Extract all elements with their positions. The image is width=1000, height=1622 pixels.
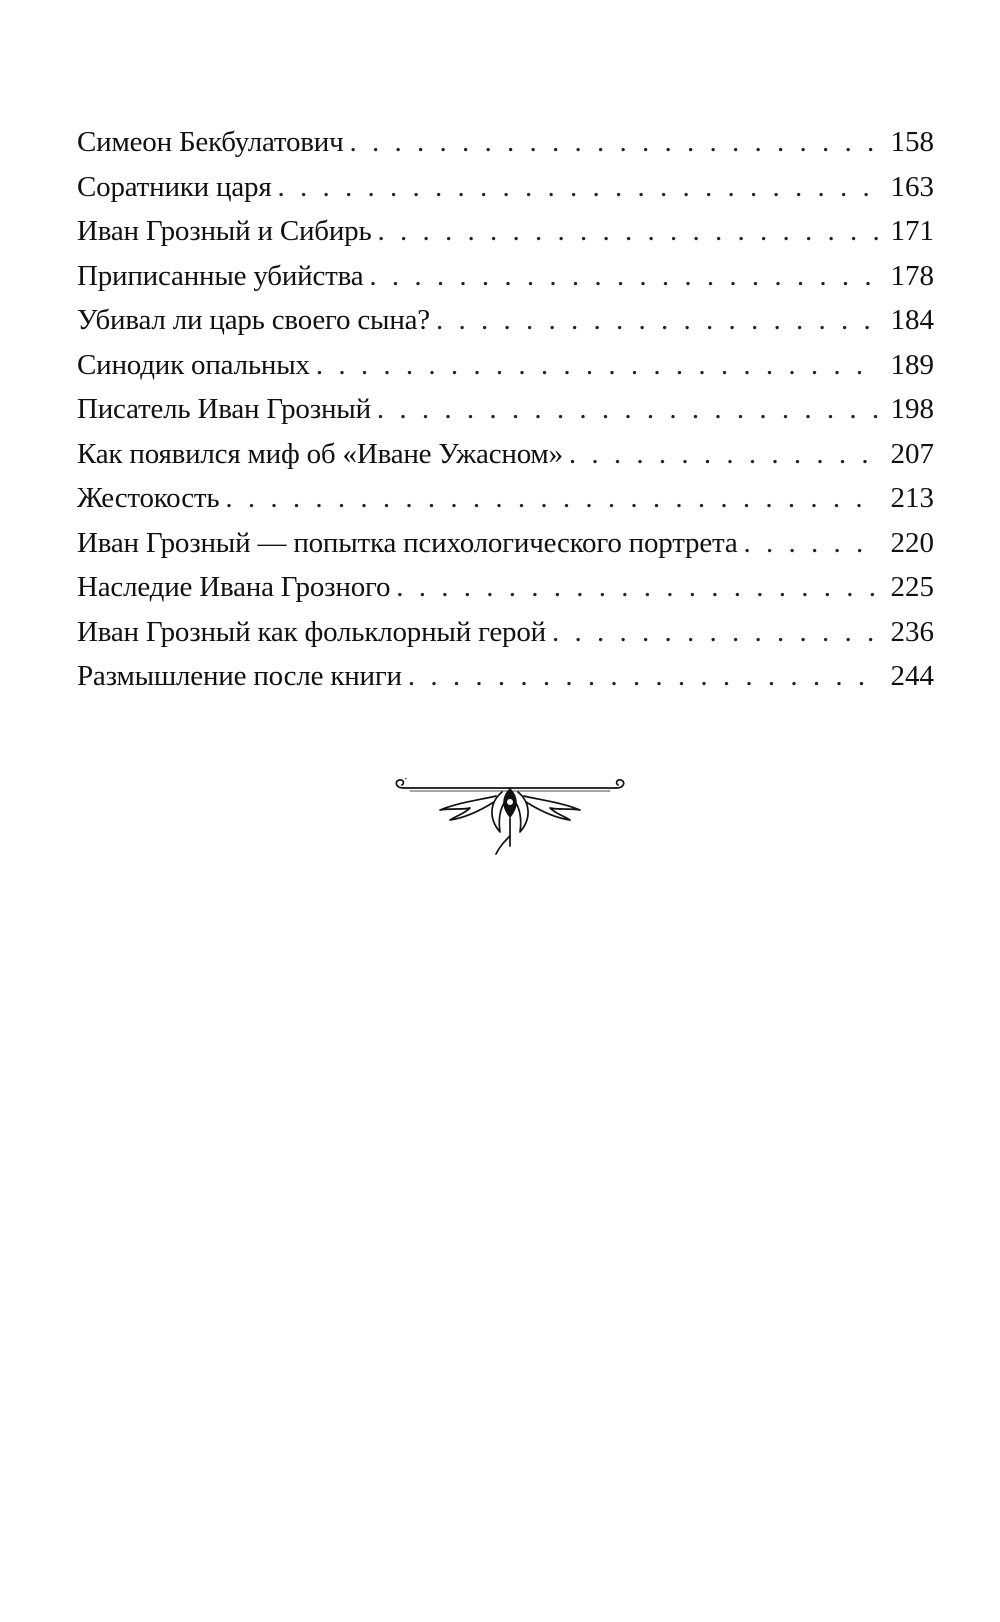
dot-leader — [350, 120, 878, 165]
dot-leader — [378, 209, 879, 254]
toc-entry-title: Как появился миф об «Иване Ужасном» — [77, 437, 563, 470]
toc-entry[interactable] — [77, 209, 934, 254]
dot-leader — [316, 343, 878, 388]
table-of-contents — [77, 120, 934, 699]
dot-leader — [744, 521, 878, 566]
toc-entry[interactable] — [77, 387, 934, 432]
toc-entry[interactable] — [77, 298, 934, 343]
toc-entry[interactable] — [77, 343, 934, 388]
toc-entry-page: 244 — [890, 660, 934, 692]
toc-entry[interactable] — [77, 476, 934, 521]
toc-entry[interactable] — [77, 254, 934, 299]
toc-entry[interactable] — [77, 565, 934, 610]
toc-entry-page: 198 — [890, 393, 934, 425]
toc-entry-page: 184 — [890, 304, 934, 336]
toc-entry-page: 207 — [890, 437, 934, 470]
toc-entry-title: Жестокость — [77, 482, 220, 514]
dot-leader — [552, 610, 878, 655]
toc-entry[interactable] — [77, 432, 934, 477]
dot-leader — [436, 298, 878, 343]
toc-entry-title: Соратники царя — [77, 170, 272, 203]
toc-entry[interactable] — [77, 654, 934, 699]
dot-leader — [408, 654, 878, 699]
toc-entry[interactable] — [77, 165, 934, 210]
toc-entry-title: Иван Грозный и Сибирь — [77, 215, 372, 247]
toc-entry[interactable] — [77, 521, 934, 566]
toc-entry-title: Иван Грозный как фольклорный герой — [77, 615, 546, 648]
toc-entry-page: 158 — [890, 126, 934, 158]
toc-entry-page: 171 — [890, 215, 934, 247]
toc-entry[interactable] — [77, 120, 934, 165]
dot-leader — [225, 476, 878, 521]
dot-leader — [569, 432, 878, 477]
dot-leader — [377, 387, 878, 432]
toc-entry-page: 213 — [890, 482, 934, 514]
toc-entry-page: 220 — [890, 526, 934, 559]
toc-entry-page: 236 — [890, 615, 934, 648]
toc-entry-title: Наследие Ивана Грозного — [77, 571, 391, 603]
toc-entry-page: 163 — [890, 170, 934, 203]
toc-entry-page: 225 — [890, 571, 934, 603]
toc-entry-page: 189 — [890, 348, 934, 381]
toc-entry-title: Писатель Иван Грозный — [77, 393, 371, 425]
toc-entry-title: Размышление после книги — [77, 660, 402, 692]
dot-leader — [277, 165, 878, 210]
floral-tailpiece-icon — [390, 778, 630, 858]
toc-entry-title: Синодик опальных — [77, 348, 310, 381]
dot-leader — [396, 565, 878, 610]
toc-entry-title: Симеон Бекбулатович — [77, 126, 344, 158]
toc-entry-title: Убивал ли царь своего сына? — [77, 304, 430, 336]
dot-leader — [369, 254, 878, 299]
toc-entry-title: Иван Грозный — попытка психологического портрета — [77, 526, 738, 559]
toc-entry[interactable] — [77, 610, 934, 655]
toc-entry-page: 178 — [890, 259, 934, 292]
toc-entry-title: Приписанные убийства — [77, 259, 364, 292]
